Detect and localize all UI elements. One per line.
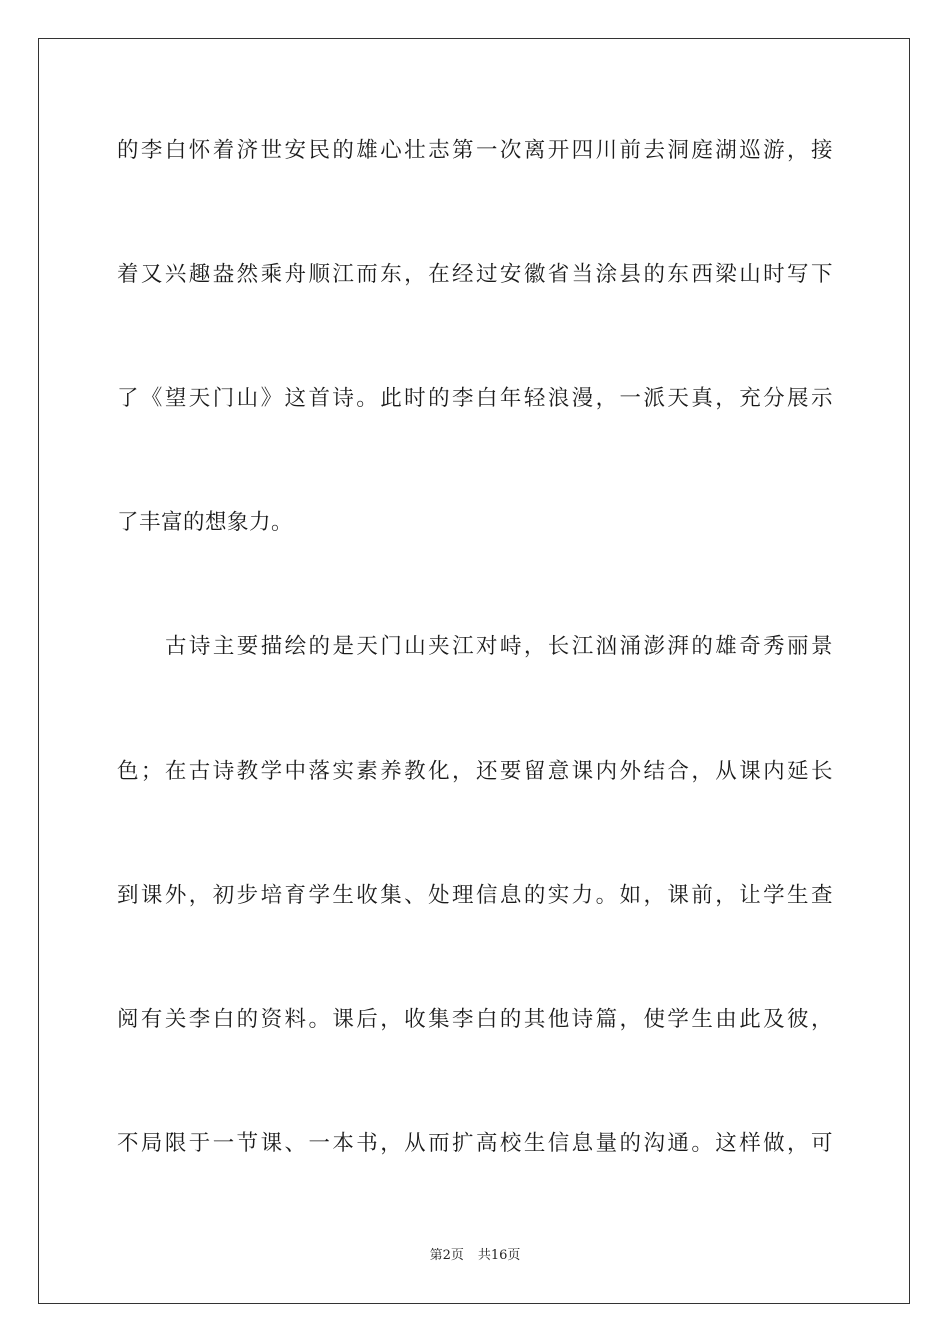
page-number-current: 第2页 — [429, 1248, 464, 1263]
page-footer — [0, 1247, 950, 1265]
page-number-total: 共16页 — [477, 1248, 521, 1263]
text-line: 古诗主要描绘的是天门山夹江对峙，长江汹涌澎湃的雄奇秀丽景 — [165, 634, 833, 659]
text-line: 不局限于一节课、一本书，从而扩高校生信息量的沟通。这样做，可 — [117, 1131, 833, 1156]
text-line: 的李白怀着济世安民的雄心壮志第一次离开四川前去洞庭湖巡游，接 — [117, 138, 833, 163]
text-line: 了《望天门山》这首诗。此时的李白年轻浪漫，一派天真，充分展示 — [117, 386, 833, 411]
page-frame — [38, 38, 910, 1304]
text-line: 了丰富的想象力。 — [117, 510, 294, 535]
text-line: 着又兴趣盎然乘舟顺江而东，在经过安徽省当涂县的东西梁山时写下 — [117, 262, 833, 287]
text-line: 到课外，初步培育学生收集、处理信息的实力。如，课前，让学生查 — [117, 883, 833, 908]
text-line: 阅有关李白的资料。课后，收集李白的其他诗篇，使学生由此及彼， — [117, 1007, 833, 1032]
text-line: 色；在古诗教学中落实素养教化，还要留意课内外结合，从课内延长 — [117, 759, 833, 784]
